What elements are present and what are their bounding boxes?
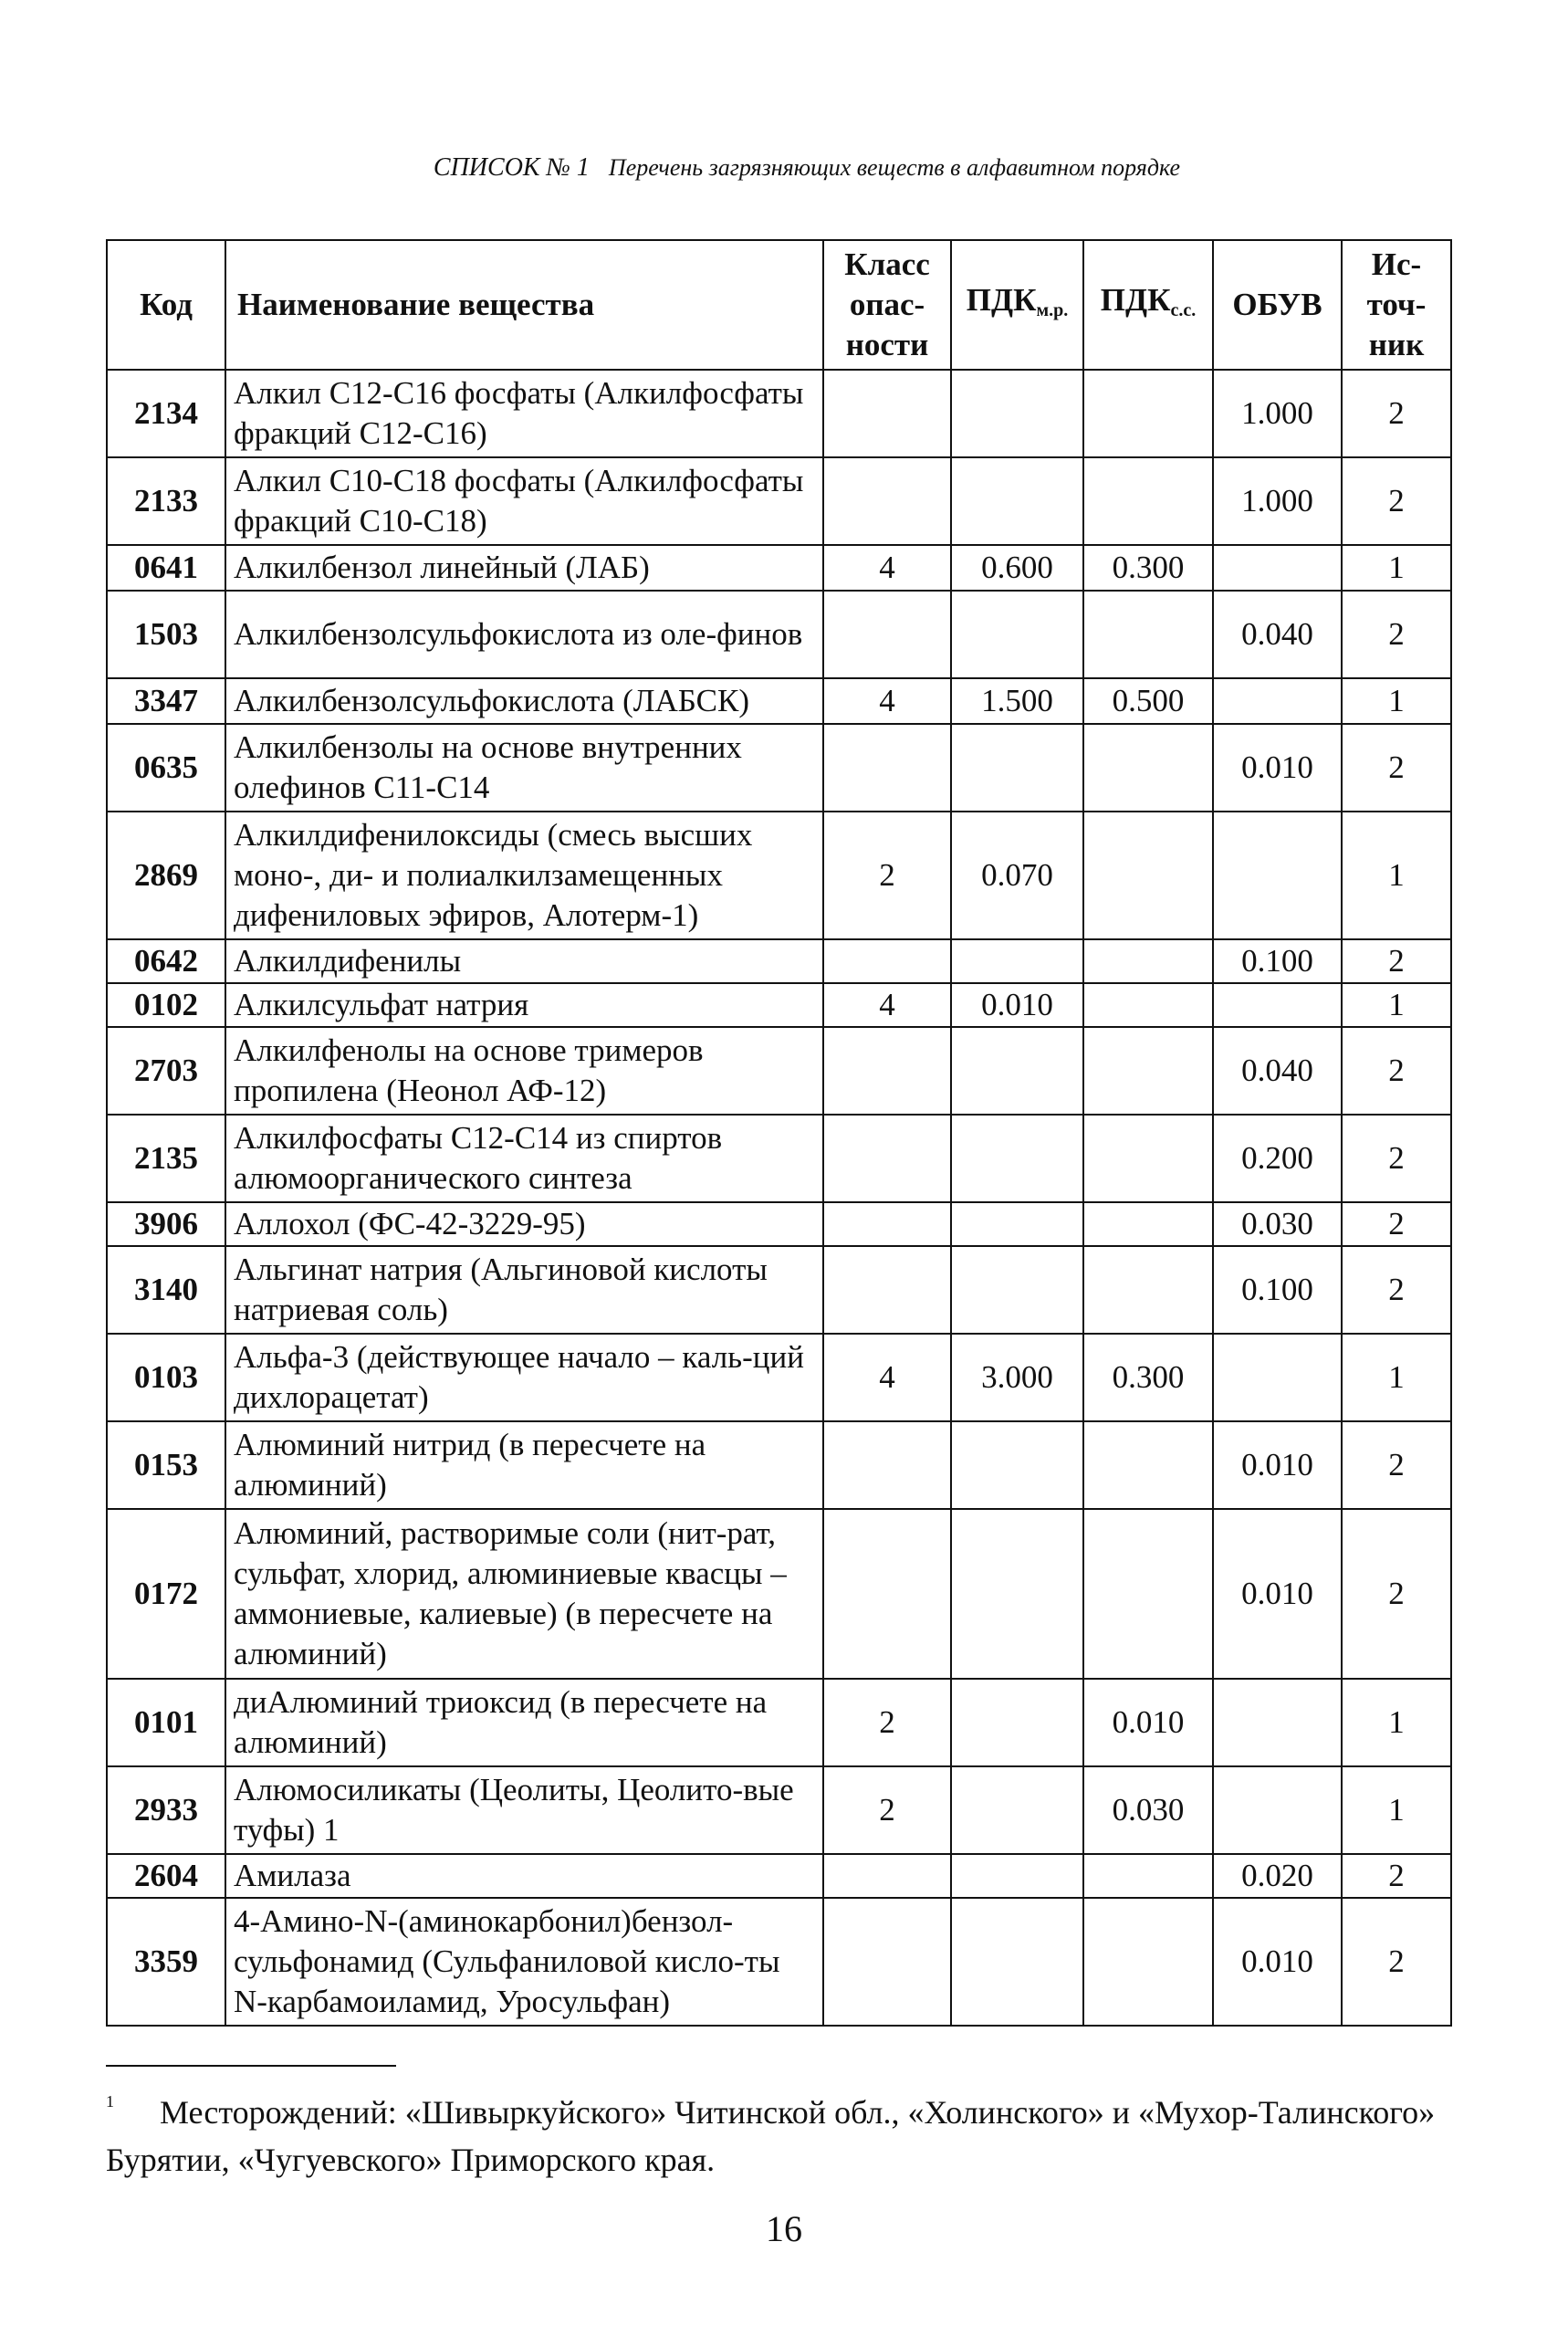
cell-pdk-mr — [951, 1509, 1083, 1679]
header-pdk-ss-text: ПДК — [1100, 281, 1171, 318]
cell-code: 0102 — [107, 983, 225, 1027]
cell-pdk-mr — [951, 1421, 1083, 1509]
substances-table — [106, 239, 1452, 2027]
cell-code: 0101 — [107, 1679, 225, 1766]
cell-code: 2134 — [107, 370, 225, 457]
header-source-text: Ис-точ-ник — [1366, 246, 1427, 362]
cell-pdk-mr — [951, 1246, 1083, 1334]
cell-pdk-mr — [951, 591, 1083, 678]
cell-obuv: 1.000 — [1213, 370, 1342, 457]
table-row — [107, 457, 1451, 545]
table-row — [107, 812, 1451, 939]
cell-source: 2 — [1342, 1898, 1451, 2026]
cell-hazard-class: 2 — [823, 1766, 951, 1854]
cell-hazard-class — [823, 939, 951, 983]
cell-pdk-mr — [951, 1115, 1083, 1202]
cell-hazard-class — [823, 591, 951, 678]
cell-source: 2 — [1342, 1854, 1451, 1898]
cell-name: 4-Амино-N-(аминокарбонил)бензол-сульфонамид (Сульфаниловой кисло-ты N-карбамоиламид, Уросульфан) — [225, 1898, 823, 2026]
cell-name: Алкилфенолы на основе тримеров пропилена (Неонол АФ-12) — [225, 1027, 823, 1115]
cell-source: 2 — [1342, 724, 1451, 812]
cell-name: Алкилдифенилы — [225, 939, 823, 983]
cell-pdk-mr — [951, 1854, 1083, 1898]
cell-name: Альфа-3 (действующее начало – каль-ций дихлорацетат) — [225, 1334, 823, 1421]
cell-obuv: 0.040 — [1213, 591, 1342, 678]
cell-pdk-ss — [1083, 983, 1213, 1027]
table-header-row — [107, 240, 1451, 370]
cell-pdk-ss — [1083, 591, 1213, 678]
cell-obuv: 0.040 — [1213, 1027, 1342, 1115]
cell-obuv: 0.030 — [1213, 1202, 1342, 1246]
cell-code: 2604 — [107, 1854, 225, 1898]
cell-pdk-mr — [951, 1898, 1083, 2026]
cell-source: 2 — [1342, 1246, 1451, 1334]
cell-hazard-class — [823, 370, 951, 457]
cell-source: 1 — [1342, 1679, 1451, 1766]
cell-name: Алюминий нитрид (в пересчете на алюминий) — [225, 1421, 823, 1509]
cell-code: 3140 — [107, 1246, 225, 1334]
table-row — [107, 1854, 1451, 1898]
page-title — [0, 153, 1568, 183]
cell-obuv: 0.100 — [1213, 1246, 1342, 1334]
cell-obuv — [1213, 1766, 1342, 1854]
cell-pdk-mr — [951, 1766, 1083, 1854]
cell-obuv: 0.010 — [1213, 1509, 1342, 1679]
cell-name: Алкил C12-C16 фосфаты (Алкилфосфаты фракций C12-C16) — [225, 370, 823, 457]
cell-name: Алкилбензолы на основе внутренних олефинов C11-C14 — [225, 724, 823, 812]
footnote — [106, 2078, 1457, 2184]
header-pdk-mr-text: ПДК — [966, 281, 1037, 318]
cell-pdk-mr — [951, 939, 1083, 983]
cell-source: 2 — [1342, 1027, 1451, 1115]
cell-source: 2 — [1342, 457, 1451, 545]
cell-hazard-class — [823, 1421, 951, 1509]
cell-pdk-ss — [1083, 370, 1213, 457]
cell-pdk-mr: 0.600 — [951, 545, 1083, 591]
cell-pdk-ss — [1083, 1027, 1213, 1115]
cell-name: Алкил C10-C18 фосфаты (Алкилфосфаты фракций C10-C18) — [225, 457, 823, 545]
cell-hazard-class: 4 — [823, 678, 951, 724]
table-row — [107, 1246, 1451, 1334]
cell-source: 1 — [1342, 812, 1451, 939]
cell-hazard-class: 4 — [823, 983, 951, 1027]
cell-obuv — [1213, 678, 1342, 724]
cell-pdk-ss: 0.300 — [1083, 1334, 1213, 1421]
cell-source: 1 — [1342, 983, 1451, 1027]
cell-obuv — [1213, 1679, 1342, 1766]
cell-obuv — [1213, 983, 1342, 1027]
cell-source: 2 — [1342, 370, 1451, 457]
cell-pdk-ss — [1083, 1115, 1213, 1202]
cell-code: 2133 — [107, 457, 225, 545]
cell-pdk-ss — [1083, 1421, 1213, 1509]
cell-hazard-class: 4 — [823, 545, 951, 591]
cell-code: 0641 — [107, 545, 225, 591]
cell-code: 2933 — [107, 1766, 225, 1854]
cell-name: Алюминий, растворимые соли (нит-рат, сульфат, хлорид, алюминиевые квасцы – аммониевые, калиевые) (в пересчете на алюминий) — [225, 1509, 823, 1679]
cell-code: 0153 — [107, 1421, 225, 1509]
header-pdk-ss — [1083, 240, 1213, 370]
table-row — [107, 1421, 1451, 1509]
header-source — [1342, 240, 1451, 370]
header-name: Наименование вещества — [225, 240, 823, 370]
header-hazard-class — [823, 240, 951, 370]
table-row — [107, 1679, 1451, 1766]
cell-hazard-class — [823, 1246, 951, 1334]
cell-hazard-class — [823, 1202, 951, 1246]
cell-source: 1 — [1342, 1334, 1451, 1421]
cell-obuv: 0.200 — [1213, 1115, 1342, 1202]
footnote-text: Месторождений: «Шивыркуйского» Читинской обл., «Холинского» и «Мухор-Талинского» Бурятии, «Чугуевского» Приморского края. — [106, 2094, 1436, 2178]
cell-name: Алкилбензолсульфокислота (ЛАБСК) — [225, 678, 823, 724]
cell-obuv: 0.100 — [1213, 939, 1342, 983]
cell-hazard-class — [823, 1898, 951, 2026]
cell-code: 2703 — [107, 1027, 225, 1115]
cell-code: 2869 — [107, 812, 225, 939]
cell-obuv — [1213, 545, 1342, 591]
header-code: Код — [107, 240, 225, 370]
cell-code: 3347 — [107, 678, 225, 724]
table-row — [107, 1027, 1451, 1115]
cell-pdk-mr — [951, 1202, 1083, 1246]
cell-name: диАлюминий триоксид (в пересчете на алюминий) — [225, 1679, 823, 1766]
cell-code: 0635 — [107, 724, 225, 812]
cell-pdk-ss — [1083, 457, 1213, 545]
cell-obuv: 0.020 — [1213, 1854, 1342, 1898]
cell-hazard-class — [823, 457, 951, 545]
page-number: 16 — [766, 2208, 802, 2249]
table-row — [107, 1115, 1451, 1202]
table-row — [107, 370, 1451, 457]
header-pdk-ss-sub: с.с. — [1170, 299, 1197, 320]
cell-name: Алкилбензолсульфокислота из оле-финов — [225, 591, 823, 678]
cell-name: Алюмосиликаты (Цеолиты, Цеолито-вые туфы) 1 — [225, 1766, 823, 1854]
cell-obuv: 0.010 — [1213, 724, 1342, 812]
cell-source: 2 — [1342, 939, 1451, 983]
table-row — [107, 1202, 1451, 1246]
cell-pdk-ss — [1083, 724, 1213, 812]
cell-code: 3906 — [107, 1202, 225, 1246]
cell-pdk-mr: 3.000 — [951, 1334, 1083, 1421]
cell-code: 0103 — [107, 1334, 225, 1421]
cell-source: 2 — [1342, 1202, 1451, 1246]
cell-hazard-class: 2 — [823, 812, 951, 939]
cell-name: Алкилсульфат натрия — [225, 983, 823, 1027]
list-title: СПИСОК № 1 — [433, 153, 590, 182]
cell-pdk-ss — [1083, 812, 1213, 939]
table-row — [107, 678, 1451, 724]
cell-code: 0172 — [107, 1509, 225, 1679]
table-row — [107, 939, 1451, 983]
cell-pdk-mr: 0.070 — [951, 812, 1083, 939]
cell-pdk-mr — [951, 1027, 1083, 1115]
cell-obuv: 0.010 — [1213, 1421, 1342, 1509]
cell-source: 2 — [1342, 591, 1451, 678]
footnote-divider — [106, 2065, 396, 2067]
cell-pdk-ss: 0.500 — [1083, 678, 1213, 724]
cell-pdk-ss — [1083, 1854, 1213, 1898]
cell-pdk-mr: 0.010 — [951, 983, 1083, 1027]
cell-pdk-ss — [1083, 939, 1213, 983]
cell-hazard-class — [823, 1027, 951, 1115]
table-row — [107, 724, 1451, 812]
header-hazard-class-text: Класс опас-ности — [844, 246, 930, 362]
cell-pdk-ss — [1083, 1509, 1213, 1679]
cell-pdk-ss: 0.300 — [1083, 545, 1213, 591]
cell-hazard-class: 2 — [823, 1679, 951, 1766]
footnote-mark: 1 — [106, 2092, 114, 2111]
cell-obuv — [1213, 812, 1342, 939]
cell-source: 2 — [1342, 1115, 1451, 1202]
cell-pdk-mr: 1.500 — [951, 678, 1083, 724]
cell-pdk-ss — [1083, 1246, 1213, 1334]
cell-obuv: 0.010 — [1213, 1898, 1342, 2026]
table-row — [107, 545, 1451, 591]
cell-source: 2 — [1342, 1509, 1451, 1679]
cell-pdk-ss — [1083, 1898, 1213, 2026]
header-obuv: ОБУВ — [1213, 240, 1342, 370]
cell-pdk-mr — [951, 370, 1083, 457]
cell-code: 2135 — [107, 1115, 225, 1202]
header-pdk-mr-sub: м.р. — [1036, 299, 1069, 320]
table-row — [107, 983, 1451, 1027]
cell-code: 3359 — [107, 1898, 225, 2026]
cell-source: 1 — [1342, 678, 1451, 724]
cell-hazard-class — [823, 724, 951, 812]
cell-pdk-mr — [951, 457, 1083, 545]
table-row — [107, 1898, 1451, 2026]
cell-pdk-ss — [1083, 1202, 1213, 1246]
list-subtitle: Перечень загрязняющих веществ в алфавитном порядке — [608, 154, 1181, 181]
cell-obuv: 1.000 — [1213, 457, 1342, 545]
cell-name: Алкилбензол линейный (ЛАБ) — [225, 545, 823, 591]
cell-pdk-mr — [951, 724, 1083, 812]
cell-hazard-class: 4 — [823, 1334, 951, 1421]
cell-pdk-ss: 0.010 — [1083, 1679, 1213, 1766]
cell-hazard-class — [823, 1854, 951, 1898]
cell-hazard-class — [823, 1115, 951, 1202]
table-row — [107, 1766, 1451, 1854]
cell-pdk-mr — [951, 1679, 1083, 1766]
cell-source: 1 — [1342, 1766, 1451, 1854]
cell-name: Алкилдифенилоксиды (смесь высших моно-, ди- и полиалкилзамещенных дифениловых эфиров, Алотерм-1) — [225, 812, 823, 939]
cell-pdk-ss: 0.030 — [1083, 1766, 1213, 1854]
cell-source: 2 — [1342, 1421, 1451, 1509]
cell-name: Амилаза — [225, 1854, 823, 1898]
cell-hazard-class — [823, 1509, 951, 1679]
cell-obuv — [1213, 1334, 1342, 1421]
cell-name: Аллохол (ФС-42-3229-95) — [225, 1202, 823, 1246]
cell-code: 1503 — [107, 591, 225, 678]
cell-name: Алкилфосфаты C12-C14 из спиртов алюмоорганического синтеза — [225, 1115, 823, 1202]
cell-source: 1 — [1342, 545, 1451, 591]
header-pdk-mr — [951, 240, 1083, 370]
cell-code: 0642 — [107, 939, 225, 983]
table-row — [107, 591, 1451, 678]
table-row — [107, 1509, 1451, 1679]
table-row — [107, 1334, 1451, 1421]
cell-name: Альгинат натрия (Альгиновой кислоты натриевая соль) — [225, 1246, 823, 1334]
